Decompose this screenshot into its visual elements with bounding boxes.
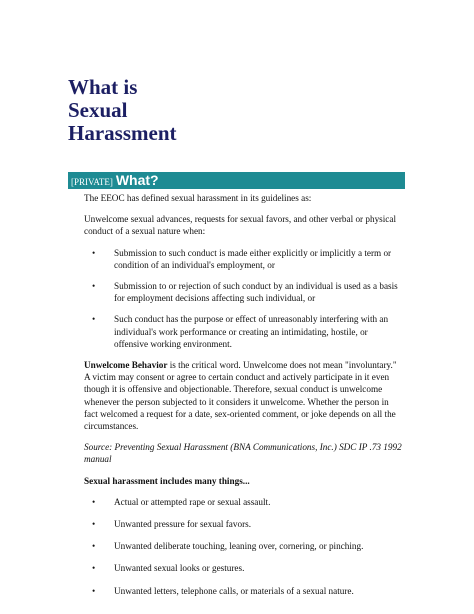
unwelcome-text: is the critical word. Unwelcome does not mean "involuntary." A victim may consent or agree to certain conduct and actively participate in it even though it is offensive and objectionable. Therefore, sexual conduct is unwelcome whenever the person subjected to it considers it unwelcome. Whether the person in fact welcomed a request for a date, sex-oriented comment, or joke depends on all the circumstances. (84, 360, 397, 432)
section-header-bar (68, 172, 405, 189)
bullet-icon: • (92, 563, 96, 574)
example-text: Unwanted sexual looks or gestures. (114, 563, 245, 574)
condition-text: Such conduct has the purpose or effect of unreasonably interfering with an individual's work performance or creating an intimidating, hostile, or offensive working environment. (114, 314, 389, 349)
section-heading: What? (115, 172, 159, 188)
unwelcome-term: Unwelcome Behavior (84, 360, 168, 371)
example-text: Unwanted deliberate touching, leaning over, cornering, or pinching. (114, 541, 364, 552)
condition-item (84, 280, 404, 304)
unwelcome-paragraph (84, 359, 404, 432)
title-line: Harassment (68, 121, 177, 145)
definition-paragraph: Unwelcome sexual advances, requests for sexual favors, and other verbal or physical conduct of a sexual nature when: (84, 214, 397, 237)
source-citation: Source: Preventing Sexual Harassment (BNA Communications, Inc.) SDC IP .73 1992 manual (84, 442, 402, 465)
page-title (68, 76, 177, 145)
bullet-icon: • (92, 585, 96, 596)
includes-heading-text: Sexual harassment includes many things... (84, 475, 250, 486)
condition-item (84, 247, 404, 271)
bullet-icon: • (92, 247, 96, 258)
includes-heading (84, 475, 404, 487)
condition-text: Submission to or rejection of such conduct by an individual is used as a basis for employment decisions affecting such individual, or (114, 281, 398, 304)
document-body (84, 192, 404, 607)
condition-item (84, 313, 404, 350)
bullet-icon: • (92, 519, 96, 530)
bullet-icon: • (92, 541, 96, 552)
example-text: Actual or attempted rape or sexual assault. (114, 496, 271, 507)
bullet-icon: • (92, 314, 96, 325)
example-item (84, 585, 404, 597)
example-item (84, 496, 404, 508)
example-item (84, 540, 404, 552)
example-text: Unwanted pressure for sexual favors. (114, 519, 252, 530)
example-text: Unwanted letters, telephone calls, or materials of a sexual nature. (114, 585, 354, 596)
condition-text: Submission to such conduct is made either explicitly or implicitly a term or condition of an individual's employment, or (114, 247, 392, 270)
example-item (84, 518, 404, 530)
bullet-icon: • (92, 281, 96, 292)
title-line: What is (68, 75, 138, 99)
bullet-icon: • (92, 496, 96, 507)
private-tag: [PRIVATE] (71, 177, 113, 187)
title-line: Sexual (68, 98, 128, 122)
example-item (84, 562, 404, 574)
intro-paragraph: The EEOC has defined sexual harassment in its guidelines as: (84, 193, 312, 203)
